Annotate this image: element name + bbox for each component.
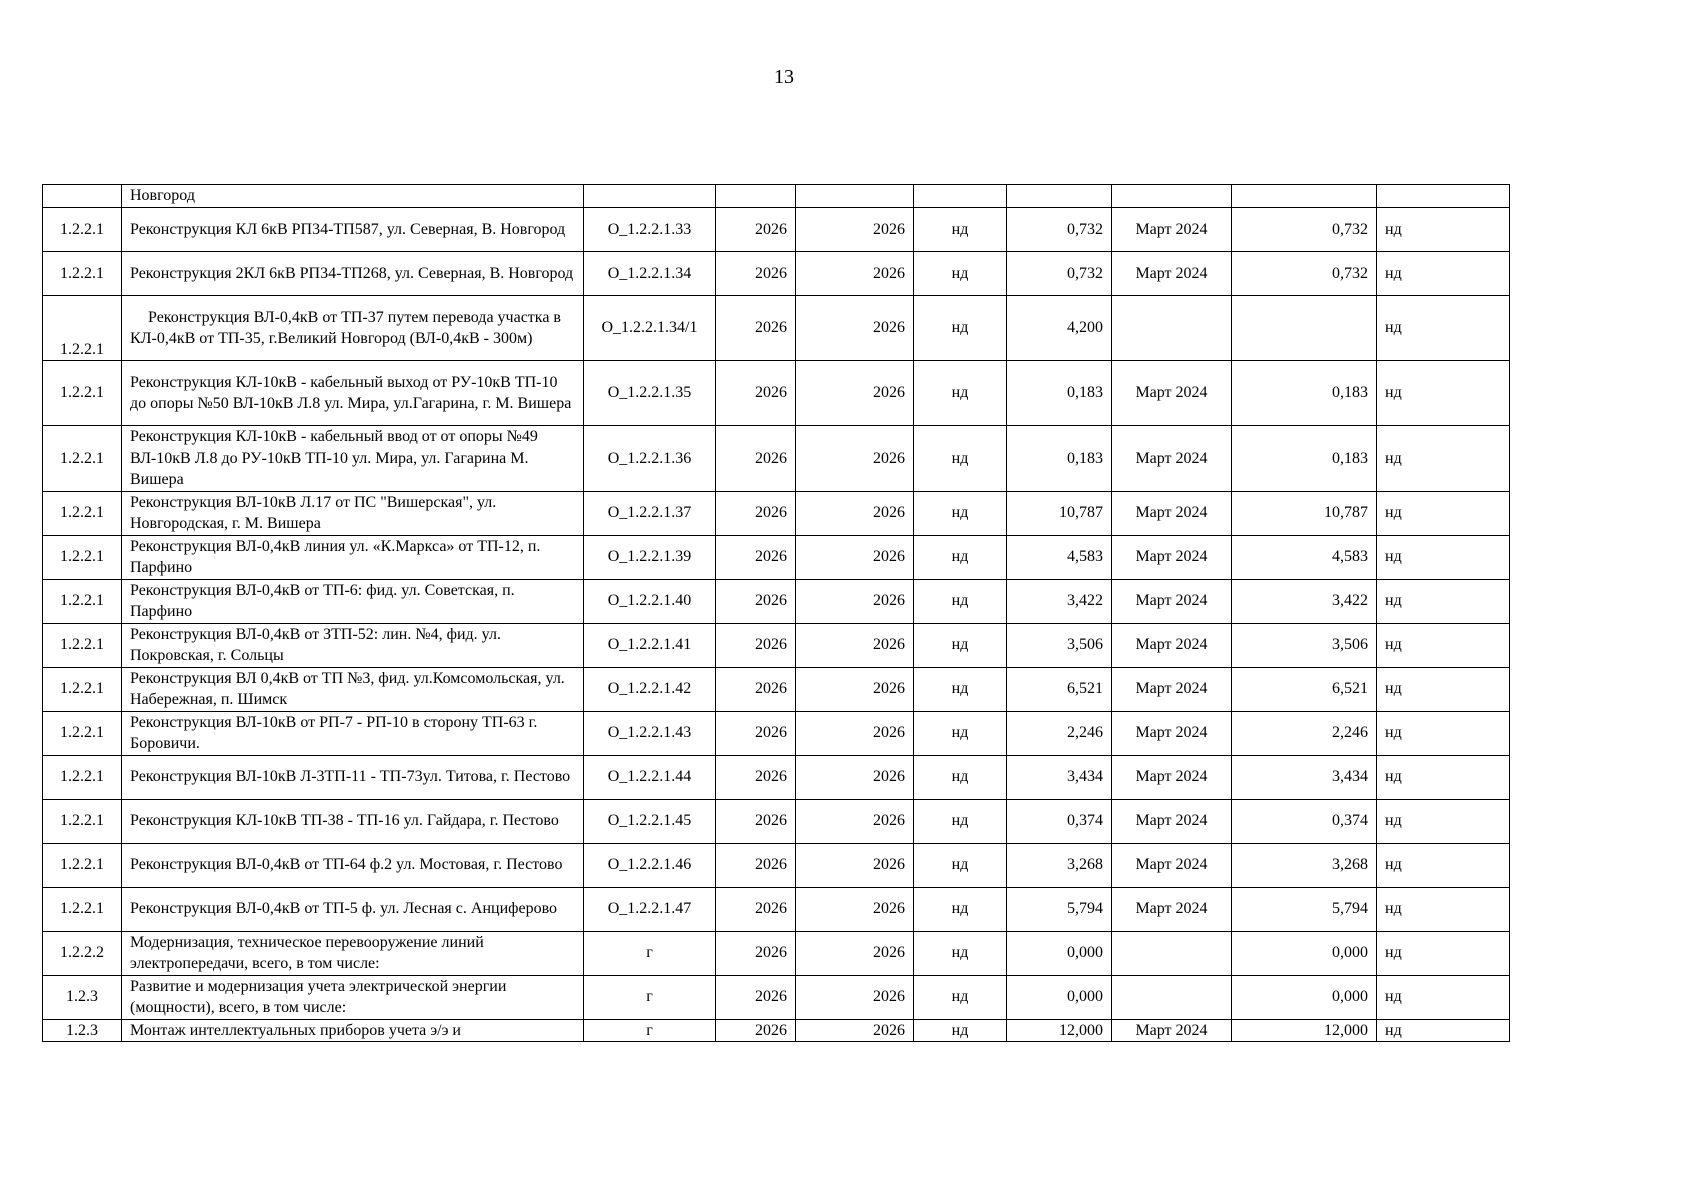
row-value-1: 3,506 xyxy=(1007,623,1112,667)
table-row xyxy=(43,491,1510,535)
row-year-end: 2026 xyxy=(796,623,914,667)
row-date: Март 2024 xyxy=(1112,843,1232,887)
row-value-1: 5,794 xyxy=(1007,887,1112,931)
row-code: О_1.2.2.1.45 xyxy=(584,799,716,843)
row-value-2: 0,374 xyxy=(1232,799,1377,843)
row-code: О_1.2.2.1.46 xyxy=(584,843,716,887)
row-flag-1: нд xyxy=(914,208,1007,252)
row-value-1: 0,374 xyxy=(1007,799,1112,843)
row-year-end: 2026 xyxy=(796,799,914,843)
row-date: Март 2024 xyxy=(1112,667,1232,711)
row-value-1: 0,732 xyxy=(1007,252,1112,296)
row-date: Март 2024 xyxy=(1112,252,1232,296)
row-date: Март 2024 xyxy=(1112,208,1232,252)
row-value-2: 0,732 xyxy=(1232,252,1377,296)
row-date: Март 2024 xyxy=(1112,623,1232,667)
row-code: г xyxy=(584,931,716,975)
row-year-end: 2026 xyxy=(796,975,914,1019)
row-year-start: 2026 xyxy=(716,667,796,711)
row-number: 1.2.2.1 xyxy=(43,535,122,579)
row-flag-2 xyxy=(1377,185,1510,208)
row-flag-2: нд xyxy=(1377,799,1510,843)
row-code: О_1.2.2.1.36 xyxy=(584,426,716,492)
row-flag-1: нд xyxy=(914,579,1007,623)
row-name: Реконструкция ВЛ-0,4кВ от ТП-5 ф. ул. Лесная с. Анциферово xyxy=(122,887,584,931)
row-flag-2: нд xyxy=(1377,623,1510,667)
row-year-start: 2026 xyxy=(716,535,796,579)
row-year-end: 2026 xyxy=(796,535,914,579)
row-year-start: 2026 xyxy=(716,711,796,755)
table-row xyxy=(43,799,1510,843)
row-flag-2: нд xyxy=(1377,843,1510,887)
row-number: 1.2.2.1 xyxy=(43,296,122,361)
row-value-2: 0,732 xyxy=(1232,208,1377,252)
row-date xyxy=(1112,931,1232,975)
row-year-end: 2026 xyxy=(796,426,914,492)
row-name: Реконструкция ВЛ-0,4кВ от ЗТП-52: лин. №4, фид. ул. Покровская, г. Сольцы xyxy=(122,623,584,667)
row-year-start: 2026 xyxy=(716,491,796,535)
row-year-end: 2026 xyxy=(796,843,914,887)
row-name: Реконструкция 2КЛ 6кВ РП34-ТП268, ул. Северная, В. Новгород xyxy=(122,252,584,296)
row-flag-1 xyxy=(914,185,1007,208)
row-value-1: 4,583 xyxy=(1007,535,1112,579)
row-name: Развитие и модернизация учета электрической энергии (мощности), всего, в том числе: xyxy=(122,975,584,1019)
row-value-2 xyxy=(1232,185,1377,208)
table-row xyxy=(43,252,1510,296)
row-code xyxy=(584,185,716,208)
table-row xyxy=(43,755,1510,799)
row-name: Модернизация, техническое перевооружение линий электропередачи, всего, в том числе: xyxy=(122,931,584,975)
row-value-1: 0,183 xyxy=(1007,361,1112,426)
row-number: 1.2.2.1 xyxy=(43,623,122,667)
row-flag-1: нд xyxy=(914,623,1007,667)
row-value-2: 0,000 xyxy=(1232,975,1377,1019)
row-year-start: 2026 xyxy=(716,426,796,492)
row-date xyxy=(1112,975,1232,1019)
row-code: О_1.2.2.1.47 xyxy=(584,887,716,931)
table-row xyxy=(43,535,1510,579)
row-value-2: 0,183 xyxy=(1232,361,1377,426)
row-flag-1: нд xyxy=(914,252,1007,296)
row-flag-2: нд xyxy=(1377,361,1510,426)
row-date: Март 2024 xyxy=(1112,579,1232,623)
row-year-start: 2026 xyxy=(716,252,796,296)
row-year-start: 2026 xyxy=(716,931,796,975)
row-number: 1.2.2.1 xyxy=(43,667,122,711)
row-year-end: 2026 xyxy=(796,755,914,799)
row-code: О_1.2.2.1.34 xyxy=(584,252,716,296)
row-value-1: 3,434 xyxy=(1007,755,1112,799)
row-number: 1.2.2.1 xyxy=(43,252,122,296)
row-name: Реконструкция ВЛ-0,4кВ от ТП-64 ф.2 ул. Мостовая, г. Пестово xyxy=(122,843,584,887)
row-flag-1: нд xyxy=(914,361,1007,426)
row-date: Март 2024 xyxy=(1112,491,1232,535)
table-row xyxy=(43,579,1510,623)
row-year-end: 2026 xyxy=(796,931,914,975)
row-name: Реконструкция КЛ-10кВ - кабельный ввод от от опоры №49 ВЛ-10кВ Л.8 до РУ-10кВ ТП-10 ул. Мира, ул. Гагарина М. Вишера xyxy=(122,426,584,492)
row-value-2: 4,583 xyxy=(1232,535,1377,579)
row-number: 1.2.2.1 xyxy=(43,579,122,623)
row-value-2: 6,521 xyxy=(1232,667,1377,711)
row-name: Реконструкция ВЛ-10кВ Л-3ТП-11 - ТП-73ул. Титова, г. Пестово xyxy=(122,755,584,799)
row-year-start: 2026 xyxy=(716,296,796,361)
row-name: Новгород xyxy=(122,185,584,208)
row-flag-2: нд xyxy=(1377,491,1510,535)
row-value-1: 6,521 xyxy=(1007,667,1112,711)
row-year-end: 2026 xyxy=(796,1019,914,1042)
table-row xyxy=(43,1019,1510,1042)
row-code: О_1.2.2.1.34/1 xyxy=(584,296,716,361)
row-code: г xyxy=(584,1019,716,1042)
row-flag-1: нд xyxy=(914,887,1007,931)
row-flag-2: нд xyxy=(1377,208,1510,252)
row-number xyxy=(43,185,122,208)
row-number: 1.2.2.1 xyxy=(43,755,122,799)
row-year-end: 2026 xyxy=(796,296,914,361)
row-flag-2: нд xyxy=(1377,1019,1510,1042)
row-name: Реконструкция КЛ-10кВ ТП-38 - ТП-16 ул. Гайдара, г. Пестово xyxy=(122,799,584,843)
row-value-2: 12,000 xyxy=(1232,1019,1377,1042)
row-flag-2: нд xyxy=(1377,667,1510,711)
row-year-end: 2026 xyxy=(796,579,914,623)
row-year-end: 2026 xyxy=(796,887,914,931)
table-row xyxy=(43,426,1510,492)
row-value-1: 3,268 xyxy=(1007,843,1112,887)
row-value-1: 0,732 xyxy=(1007,208,1112,252)
investment-table xyxy=(42,184,1510,1042)
row-year-end: 2026 xyxy=(796,208,914,252)
row-value-1: 0,183 xyxy=(1007,426,1112,492)
row-year-start: 2026 xyxy=(716,208,796,252)
row-value-2: 3,268 xyxy=(1232,843,1377,887)
row-code: г xyxy=(584,975,716,1019)
row-name: Реконструкция ВЛ-10кВ от РП-7 - РП-10 в сторону ТП-63 г. Боровичи. xyxy=(122,711,584,755)
table-row xyxy=(43,843,1510,887)
row-year-start: 2026 xyxy=(716,975,796,1019)
row-number: 1.2.2.2 xyxy=(43,931,122,975)
row-flag-1: нд xyxy=(914,535,1007,579)
row-flag-1: нд xyxy=(914,296,1007,361)
row-year-end xyxy=(796,185,914,208)
row-flag-2: нд xyxy=(1377,975,1510,1019)
row-year-end: 2026 xyxy=(796,711,914,755)
row-flag-2: нд xyxy=(1377,887,1510,931)
row-value-1: 10,787 xyxy=(1007,491,1112,535)
row-value-2: 3,434 xyxy=(1232,755,1377,799)
row-value-1: 4,200 xyxy=(1007,296,1112,361)
table-row xyxy=(43,667,1510,711)
row-value-2: 3,506 xyxy=(1232,623,1377,667)
row-code: О_1.2.2.1.33 xyxy=(584,208,716,252)
row-flag-1: нд xyxy=(914,755,1007,799)
row-code: О_1.2.2.1.43 xyxy=(584,711,716,755)
row-year-end: 2026 xyxy=(796,667,914,711)
row-flag-2: нд xyxy=(1377,426,1510,492)
row-year-start: 2026 xyxy=(716,755,796,799)
row-date: Март 2024 xyxy=(1112,799,1232,843)
row-flag-2: нд xyxy=(1377,755,1510,799)
row-number: 1.2.3 xyxy=(43,975,122,1019)
row-flag-1: нд xyxy=(914,799,1007,843)
table-row xyxy=(43,975,1510,1019)
row-date: Март 2024 xyxy=(1112,711,1232,755)
row-code: О_1.2.2.1.37 xyxy=(584,491,716,535)
row-year-end: 2026 xyxy=(796,361,914,426)
row-number: 1.2.2.1 xyxy=(43,843,122,887)
row-flag-1: нд xyxy=(914,711,1007,755)
row-flag-2: нд xyxy=(1377,296,1510,361)
row-number: 1.2.3 xyxy=(43,1019,122,1042)
row-code: О_1.2.2.1.35 xyxy=(584,361,716,426)
row-value-2: 2,246 xyxy=(1232,711,1377,755)
row-number: 1.2.2.1 xyxy=(43,887,122,931)
row-flag-1: нд xyxy=(914,975,1007,1019)
row-name: Реконструкция ВЛ-0,4кВ от ТП-6: фид. ул. Советская, п. Парфино xyxy=(122,579,584,623)
row-value-1: 3,422 xyxy=(1007,579,1112,623)
row-year-start xyxy=(716,185,796,208)
row-flag-2: нд xyxy=(1377,931,1510,975)
row-year-end: 2026 xyxy=(796,252,914,296)
row-year-start: 2026 xyxy=(716,843,796,887)
row-value-2: 3,422 xyxy=(1232,579,1377,623)
row-value-2: 0,183 xyxy=(1232,426,1377,492)
table-row xyxy=(43,296,1510,361)
row-date: Март 2024 xyxy=(1112,535,1232,579)
row-name: Реконструкция ВЛ 0,4кВ от ТП №3, фид. ул.Комсомольская, ул. Набережная, п. Шимск xyxy=(122,667,584,711)
row-year-start: 2026 xyxy=(716,887,796,931)
row-code: О_1.2.2.1.39 xyxy=(584,535,716,579)
table-row xyxy=(43,361,1510,426)
row-number: 1.2.2.1 xyxy=(43,711,122,755)
table-row xyxy=(43,931,1510,975)
row-value-1: 0,000 xyxy=(1007,975,1112,1019)
row-flag-2: нд xyxy=(1377,535,1510,579)
row-year-end: 2026 xyxy=(796,491,914,535)
row-year-start: 2026 xyxy=(716,799,796,843)
row-flag-1: нд xyxy=(914,491,1007,535)
row-year-start: 2026 xyxy=(716,1019,796,1042)
row-date xyxy=(1112,185,1232,208)
row-name: Монтаж интеллектуальных приборов учета э/э и xyxy=(122,1019,584,1042)
row-year-start: 2026 xyxy=(716,579,796,623)
row-number: 1.2.2.1 xyxy=(43,491,122,535)
row-value-1: 2,246 xyxy=(1007,711,1112,755)
row-code: О_1.2.2.1.44 xyxy=(584,755,716,799)
row-code: О_1.2.2.1.40 xyxy=(584,579,716,623)
row-flag-1: нд xyxy=(914,1019,1007,1042)
row-date: Март 2024 xyxy=(1112,361,1232,426)
row-flag-2: нд xyxy=(1377,711,1510,755)
row-flag-1: нд xyxy=(914,426,1007,492)
row-value-2: 10,787 xyxy=(1232,491,1377,535)
table-row xyxy=(43,185,1510,208)
page-number: 13 xyxy=(774,66,794,88)
row-year-start: 2026 xyxy=(716,361,796,426)
table-row xyxy=(43,887,1510,931)
table-row xyxy=(43,711,1510,755)
row-number: 1.2.2.1 xyxy=(43,426,122,492)
row-number: 1.2.2.1 xyxy=(43,361,122,426)
row-year-start: 2026 xyxy=(716,623,796,667)
row-value-1: 12,000 xyxy=(1007,1019,1112,1042)
row-number: 1.2.2.1 xyxy=(43,799,122,843)
row-flag-2: нд xyxy=(1377,579,1510,623)
row-name: Реконструкция ВЛ-0,4кВ от ТП-37 путем перевода участка в КЛ-0,4кВ от ТП-35, г.Великий Новгород (ВЛ-0,4кВ - 300м) xyxy=(122,296,584,361)
row-name: Реконструкция ВЛ-0,4кВ линия ул. «К.Маркса» от ТП-12, п. Парфино xyxy=(122,535,584,579)
row-value-1: 0,000 xyxy=(1007,931,1112,975)
row-date: Март 2024 xyxy=(1112,755,1232,799)
row-name: Реконструкция ВЛ-10кВ Л.17 от ПС "Вишерская", ул. Новгородская, г. М. Вишера xyxy=(122,491,584,535)
row-code: О_1.2.2.1.41 xyxy=(584,623,716,667)
row-value-2: 0,000 xyxy=(1232,931,1377,975)
row-date xyxy=(1112,296,1232,361)
row-flag-1: нд xyxy=(914,843,1007,887)
row-date: Март 2024 xyxy=(1112,426,1232,492)
row-date: Март 2024 xyxy=(1112,1019,1232,1042)
row-name: Реконструкция КЛ 6кВ РП34-ТП587, ул. Северная, В. Новгород xyxy=(122,208,584,252)
row-flag-2: нд xyxy=(1377,252,1510,296)
row-number: 1.2.2.1 xyxy=(43,208,122,252)
row-code: О_1.2.2.1.42 xyxy=(584,667,716,711)
row-value-2: 5,794 xyxy=(1232,887,1377,931)
row-value-2 xyxy=(1232,296,1377,361)
row-value-1 xyxy=(1007,185,1112,208)
row-flag-1: нд xyxy=(914,667,1007,711)
table-body xyxy=(43,185,1510,1042)
table-row xyxy=(43,208,1510,252)
row-flag-1: нд xyxy=(914,931,1007,975)
row-date: Март 2024 xyxy=(1112,887,1232,931)
row-name: Реконструкция КЛ-10кВ - кабельный выход от РУ-10кВ ТП-10 до опоры №50 ВЛ-10кВ Л.8 ул. Мира, ул.Гагарина, г. М. Вишера xyxy=(122,361,584,426)
table-row xyxy=(43,623,1510,667)
